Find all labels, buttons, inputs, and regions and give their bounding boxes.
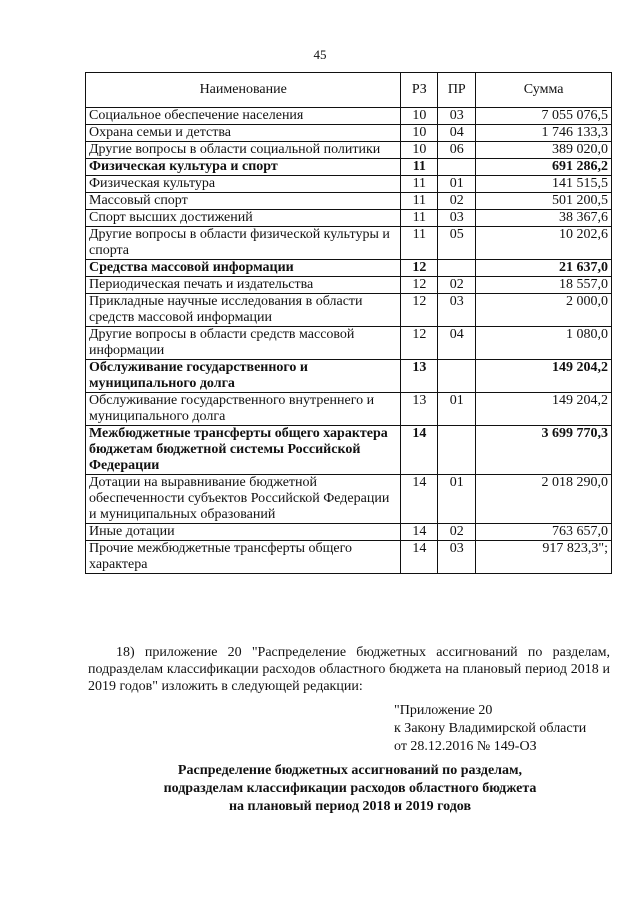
row-pr: 01: [438, 393, 476, 426]
row-rz: 12: [401, 277, 438, 294]
table-row: [86, 360, 612, 393]
table-row: [86, 541, 612, 574]
row-sum: 38 367,6: [476, 210, 612, 227]
table-row: [86, 524, 612, 541]
table-row: [86, 193, 612, 210]
heading-line-2: подразделам классификации расходов областного бюджета: [163, 781, 537, 796]
row-name: Массовый спорт: [86, 193, 401, 210]
row-name: Межбюджетные трансферты общего характера бюджетам бюджетной системы Российской Федерации: [86, 426, 401, 475]
header-rz: РЗ: [401, 73, 438, 108]
row-pr: 06: [438, 142, 476, 159]
row-sum: 3 699 770,3: [476, 426, 612, 475]
document-heading: [90, 762, 610, 816]
row-rz: 14: [401, 541, 438, 574]
row-name: Прикладные научные исследования в области средств массовой информации: [86, 294, 401, 327]
table-row: [86, 426, 612, 475]
row-pr: 03: [438, 210, 476, 227]
row-pr: 02: [438, 524, 476, 541]
row-name: Дотации на выравнивание бюджетной обеспеченности субъектов Российской Федерации и муниципальных образований: [86, 475, 401, 524]
row-name: Обслуживание государственного и муниципального долга: [86, 360, 401, 393]
row-sum: 18 557,0: [476, 277, 612, 294]
row-pr: 01: [438, 176, 476, 193]
table-row: [86, 210, 612, 227]
table-header-row: [86, 73, 612, 108]
row-name: Охрана семьи и детства: [86, 125, 401, 142]
row-pr: 04: [438, 125, 476, 142]
row-sum: 7 055 076,5: [476, 108, 612, 125]
row-name: Другие вопросы в области социальной политики: [86, 142, 401, 159]
row-sum: 21 637,0: [476, 260, 612, 277]
row-rz: 12: [401, 294, 438, 327]
row-pr: 03: [438, 294, 476, 327]
row-pr: 03: [438, 541, 476, 574]
row-rz: 14: [401, 475, 438, 524]
header-pr: ПР: [438, 73, 476, 108]
row-pr: 04: [438, 327, 476, 360]
row-rz: 12: [401, 327, 438, 360]
annex-line-1: "Приложение 20: [394, 703, 493, 718]
row-sum: 1 080,0: [476, 327, 612, 360]
annex-reference: [394, 702, 586, 756]
table-row: [86, 125, 612, 142]
amendment-paragraph: [88, 644, 610, 695]
row-name: Периодическая печать и издательства: [86, 277, 401, 294]
table-row: [86, 393, 612, 426]
row-rz: 13: [401, 393, 438, 426]
amendment-text: 18) приложение 20 "Распределение бюджетных ассигнований по разделам, подразделам классификации расходов областного бюджета на плановый период 2018 и 2019 годов" изложить в следующей редакции:: [88, 645, 610, 694]
row-pr: [438, 159, 476, 176]
row-name: Иные дотации: [86, 524, 401, 541]
row-name: Физическая культура: [86, 176, 401, 193]
row-name: Социальное обеспечение населения: [86, 108, 401, 125]
row-name: Обслуживание государственного внутреннего и муниципального долга: [86, 393, 401, 426]
annex-line-3: от 28.12.2016 № 149-ОЗ: [394, 739, 537, 754]
row-pr: [438, 260, 476, 277]
table-row: [86, 108, 612, 125]
row-rz: 12: [401, 260, 438, 277]
row-sum: 691 286,2: [476, 159, 612, 176]
table-row: [86, 475, 612, 524]
table-row: [86, 176, 612, 193]
row-rz: 11: [401, 193, 438, 210]
row-rz: 10: [401, 125, 438, 142]
row-pr: 02: [438, 193, 476, 210]
row-name: Другие вопросы в области средств массовой информации: [86, 327, 401, 360]
row-sum: 1 746 133,3: [476, 125, 612, 142]
row-name: Спорт высших достижений: [86, 210, 401, 227]
row-sum: 149 204,2: [476, 393, 612, 426]
row-rz: 11: [401, 159, 438, 176]
row-sum: 149 204,2: [476, 360, 612, 393]
page-number: 45: [313, 47, 327, 62]
row-sum: 10 202,6: [476, 227, 612, 260]
row-pr: [438, 360, 476, 393]
table-row: [86, 277, 612, 294]
row-rz: 11: [401, 176, 438, 193]
header-sum: Сумма: [476, 73, 612, 108]
table-row: [86, 260, 612, 277]
row-sum: 501 200,5: [476, 193, 612, 210]
row-rz: 11: [401, 227, 438, 260]
row-name: Физическая культура и спорт: [86, 159, 401, 176]
row-name: Прочие межбюджетные трансферты общего характера: [86, 541, 401, 574]
heading-line-3: на плановый период 2018 и 2019 годов: [228, 799, 472, 814]
row-pr: 02: [438, 277, 476, 294]
row-pr: 01: [438, 475, 476, 524]
row-name: Средства массовой информации: [86, 260, 401, 277]
row-sum: 389 020,0: [476, 142, 612, 159]
row-pr: 03: [438, 108, 476, 125]
row-sum: 763 657,0: [476, 524, 612, 541]
table-row: [86, 327, 612, 360]
table-row: [86, 159, 612, 176]
table-row: [86, 227, 612, 260]
row-sum: 141 515,5: [476, 176, 612, 193]
heading-line-1: Распределение бюджетных ассигнований по разделам,: [177, 763, 523, 778]
budget-table: [85, 72, 612, 574]
header-name: Наименование: [86, 73, 401, 108]
row-rz: 14: [401, 426, 438, 475]
row-rz: 13: [401, 360, 438, 393]
row-sum: 917 823,3";: [476, 541, 612, 574]
row-rz: 10: [401, 142, 438, 159]
row-rz: 10: [401, 108, 438, 125]
row-pr: 05: [438, 227, 476, 260]
row-name: Другие вопросы в области физической культуры и спорта: [86, 227, 401, 260]
annex-line-2: к Закону Владимирской области: [394, 721, 587, 736]
row-sum: 2 000,0: [476, 294, 612, 327]
row-rz: 11: [401, 210, 438, 227]
row-rz: 14: [401, 524, 438, 541]
table-row: [86, 142, 612, 159]
table-row: [86, 294, 612, 327]
row-sum: 2 018 290,0: [476, 475, 612, 524]
row-pr: [438, 426, 476, 475]
